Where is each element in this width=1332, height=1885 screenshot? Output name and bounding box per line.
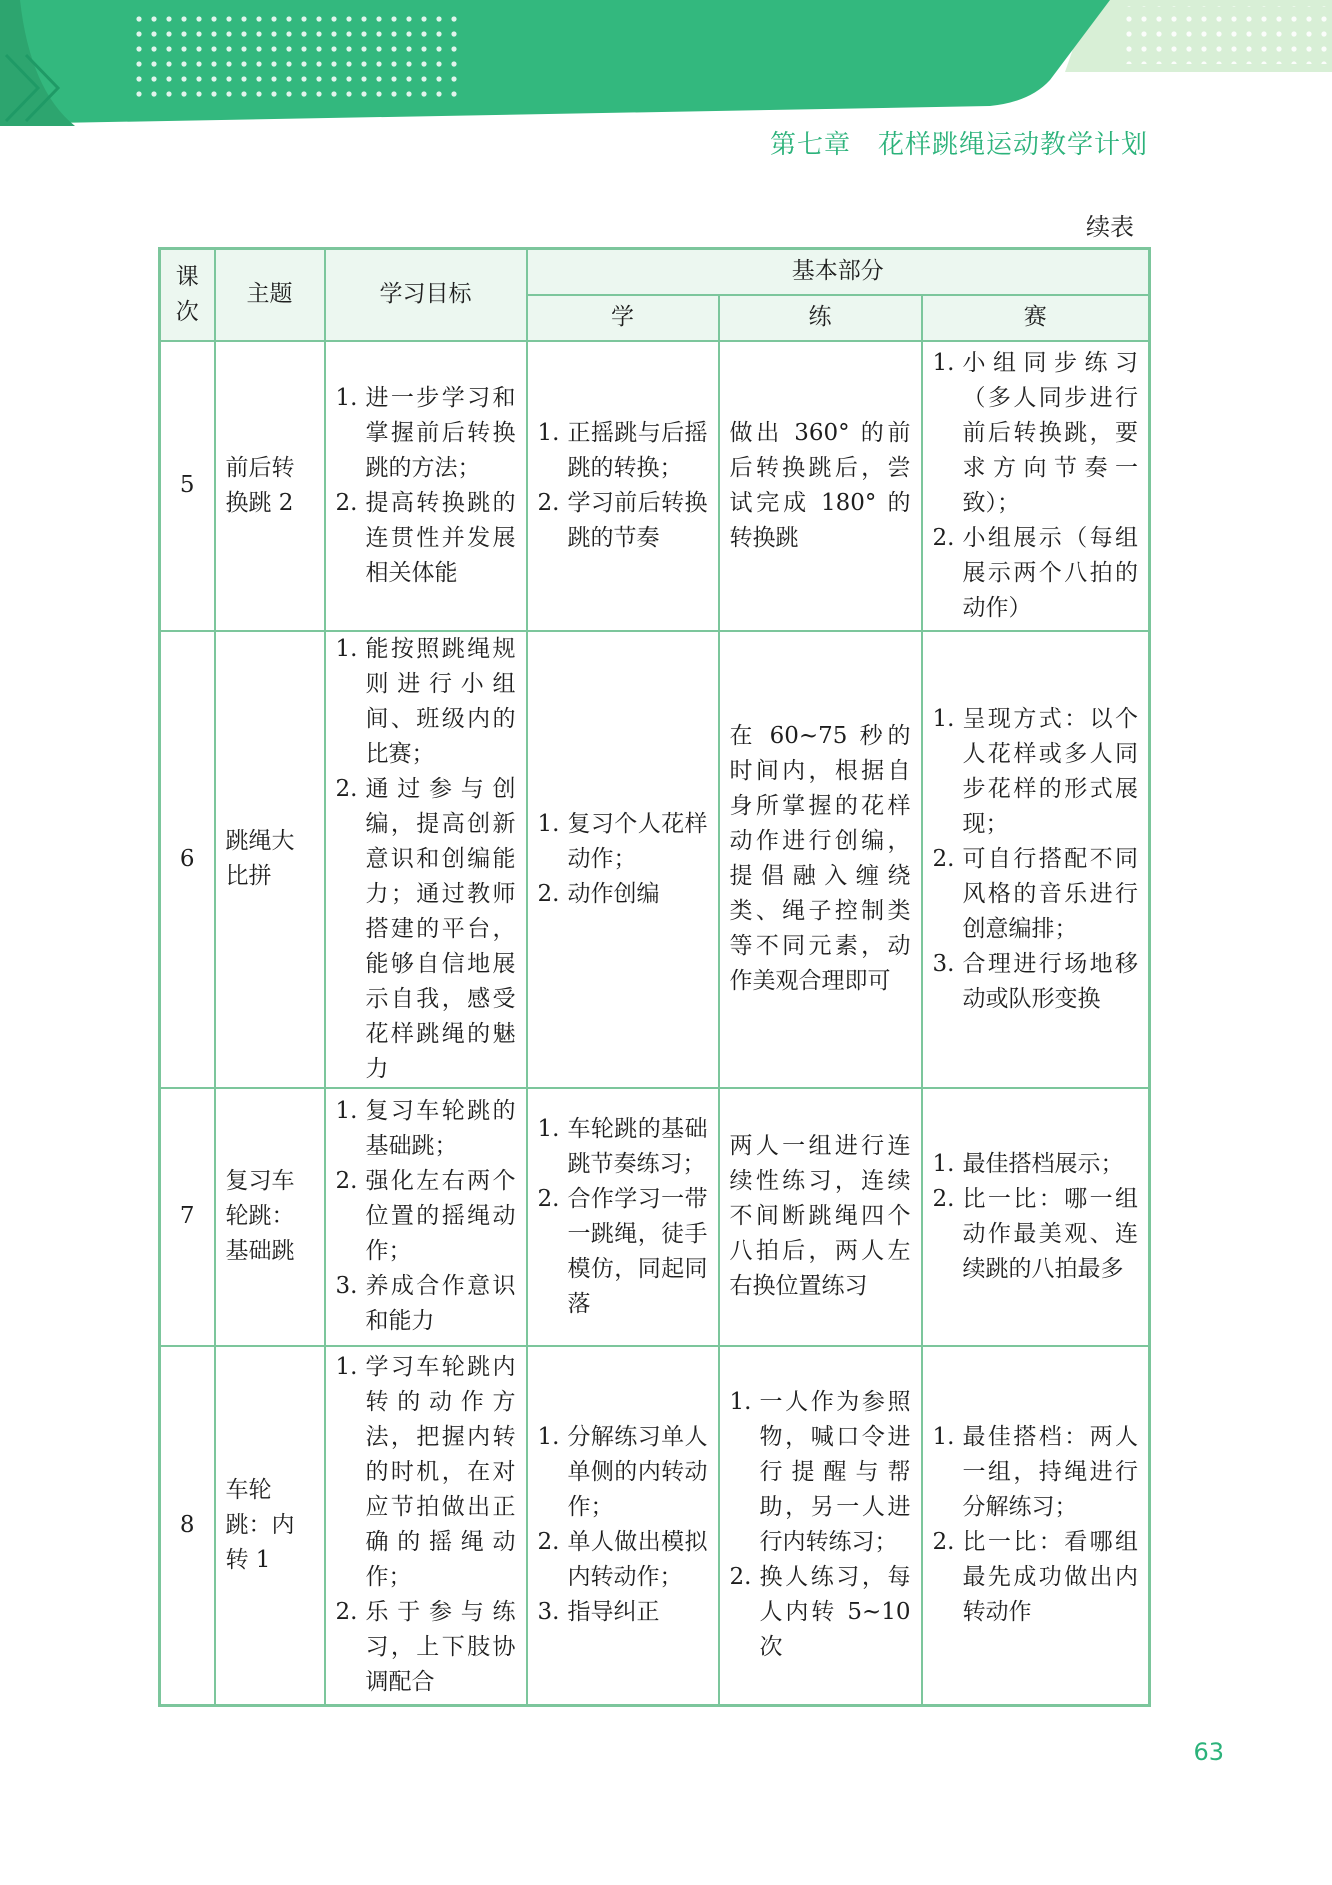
lesson-topic: 车轮跳：内转 1 xyxy=(215,1346,325,1706)
list-item: 2. 小组展示（每组展示两个八拍的动作） xyxy=(932,524,1139,621)
lesson-number: 8 xyxy=(160,1346,215,1706)
lesson-topic: 跳绳大比拼 xyxy=(215,631,325,1088)
header-topic: 主题 xyxy=(215,249,325,341)
list-item: 3. 养成合作意识和能力 xyxy=(335,1273,516,1334)
lesson-goals xyxy=(325,341,527,631)
table-row xyxy=(160,341,1150,631)
list-item: 1. 分解练习单人单侧的内转动作； xyxy=(537,1424,708,1521)
list-item: 2. 比一比：哪一组动作最美观、连续跳的八拍最多 xyxy=(932,1185,1139,1282)
lesson-goals xyxy=(325,1346,527,1706)
header-banner xyxy=(0,0,1332,130)
list-item: 1. 学习车轮跳内转的动作方法，把握内转的时机，在对应节拍做出正确的摇绳动作； xyxy=(335,1354,516,1591)
lesson-number: 7 xyxy=(160,1088,215,1346)
page-number: 63 xyxy=(1193,1738,1224,1766)
table-row xyxy=(160,1088,1150,1346)
lesson-practice: 做出 360° 的前后转换跳后，尝试完成 180° 的转换跳 xyxy=(719,341,922,631)
list-item: 1. 小组同步练习（多人同步进行前后转换跳，要求方向节奏一致）； xyxy=(932,349,1139,516)
lesson-topic: 复习车轮跳：基础跳 xyxy=(215,1088,325,1346)
lesson-plan-table xyxy=(158,247,1151,1707)
list-item: 1. 复习车轮跳的基础跳； xyxy=(335,1098,516,1159)
lesson-practice: 两人一组进行连续性练习，连续不间断跳绳四个八拍后，两人左右换位置练习 xyxy=(719,1088,922,1346)
chapter-header xyxy=(770,124,1148,161)
lesson-number: 6 xyxy=(160,631,215,1088)
list-item: 2. 可自行搭配不同风格的音乐进行创意编排； xyxy=(932,845,1139,942)
table-row xyxy=(160,631,1150,1088)
lesson-practice: 在 60~75 秒的时间内，根据自身所掌握的花样动作进行创编，提倡融入缠绕类、绳子控制类等不同元素，动作美观合理即可 xyxy=(719,631,922,1088)
list-item: 2. 通过参与创编，提高创新意识和创编能力；通过教师搭建的平台，能够自信地展示自我，感受花样跳绳的魅力 xyxy=(335,775,516,1082)
lesson-compete xyxy=(922,341,1150,631)
lesson-learn xyxy=(527,631,719,1088)
lesson-learn xyxy=(527,1088,719,1346)
list-item: 2. 乐于参与练习，上下肢协调配合 xyxy=(335,1599,516,1696)
list-item: 2. 单人做出模拟内转动作； xyxy=(537,1529,708,1591)
list-item: 1. 进一步学习和掌握前后转换跳的方法； xyxy=(335,384,516,481)
lesson-practice xyxy=(719,1346,922,1706)
list-item: 1. 呈现方式：以个人花样或多人同步花样的形式展现； xyxy=(932,705,1139,837)
header-goal: 学习目标 xyxy=(325,249,527,341)
lesson-learn xyxy=(527,1346,719,1706)
list-item: 1. 能按照跳绳规则进行小组间、班级内的比赛； xyxy=(335,635,516,767)
lesson-compete xyxy=(922,631,1150,1088)
lesson-compete xyxy=(922,1088,1150,1346)
chapter-title: 花样跳绳运动教学计划 xyxy=(877,130,1148,160)
header-learn: 学 xyxy=(527,295,719,341)
lesson-learn xyxy=(527,341,719,631)
chapter-number: 第七章 xyxy=(769,130,851,160)
list-item: 2. 动作创编 xyxy=(537,880,660,907)
list-item: 1. 车轮跳的基础跳节奏练习； xyxy=(537,1115,708,1177)
lesson-topic: 前后转换跳 2 xyxy=(215,341,325,631)
header-lesson: 课次 xyxy=(160,249,215,341)
list-item: 2. 提高转换跳的连贯性并发展相关体能 xyxy=(335,489,516,586)
list-item: 3. 指导纠正 xyxy=(537,1599,660,1626)
continued-label: 续表 xyxy=(1086,213,1134,241)
list-item: 2. 换人练习，每人内转 5~10 次 xyxy=(729,1564,911,1661)
list-item: 2. 学习前后转换跳的节奏 xyxy=(537,489,708,551)
lesson-number: 5 xyxy=(160,341,215,631)
list-item: 2. 比一比：看哪组最先成功做出内转动作 xyxy=(932,1529,1139,1626)
list-item: 1. 最佳搭档：两人一组，持绳进行分解练习； xyxy=(932,1424,1139,1521)
header-practice: 练 xyxy=(719,295,922,341)
lesson-compete xyxy=(922,1346,1150,1706)
list-item: 1. 复习个人花样动作； xyxy=(537,810,708,872)
list-item: 1. 最佳搭档展示； xyxy=(932,1150,1124,1177)
list-item: 1. 一人作为参照物，喊口令进行提醒与帮助，另一人进行内转练习； xyxy=(729,1389,911,1556)
table-row xyxy=(160,1346,1150,1706)
header-compete: 赛 xyxy=(922,295,1150,341)
list-item: 1. 正摇跳与后摇跳的转换； xyxy=(537,419,708,481)
lesson-goals xyxy=(325,631,527,1088)
lesson-goals xyxy=(325,1088,527,1346)
list-item: 2. 强化左右两个位置的摇绳动作； xyxy=(335,1168,516,1264)
list-item: 2. 合作学习一带一跳绳，徒手模仿，同起同落 xyxy=(537,1185,708,1317)
list-item: 3. 合理进行场地移动或队形变换 xyxy=(932,950,1139,1012)
header-basic-part: 基本部分 xyxy=(527,249,1150,295)
